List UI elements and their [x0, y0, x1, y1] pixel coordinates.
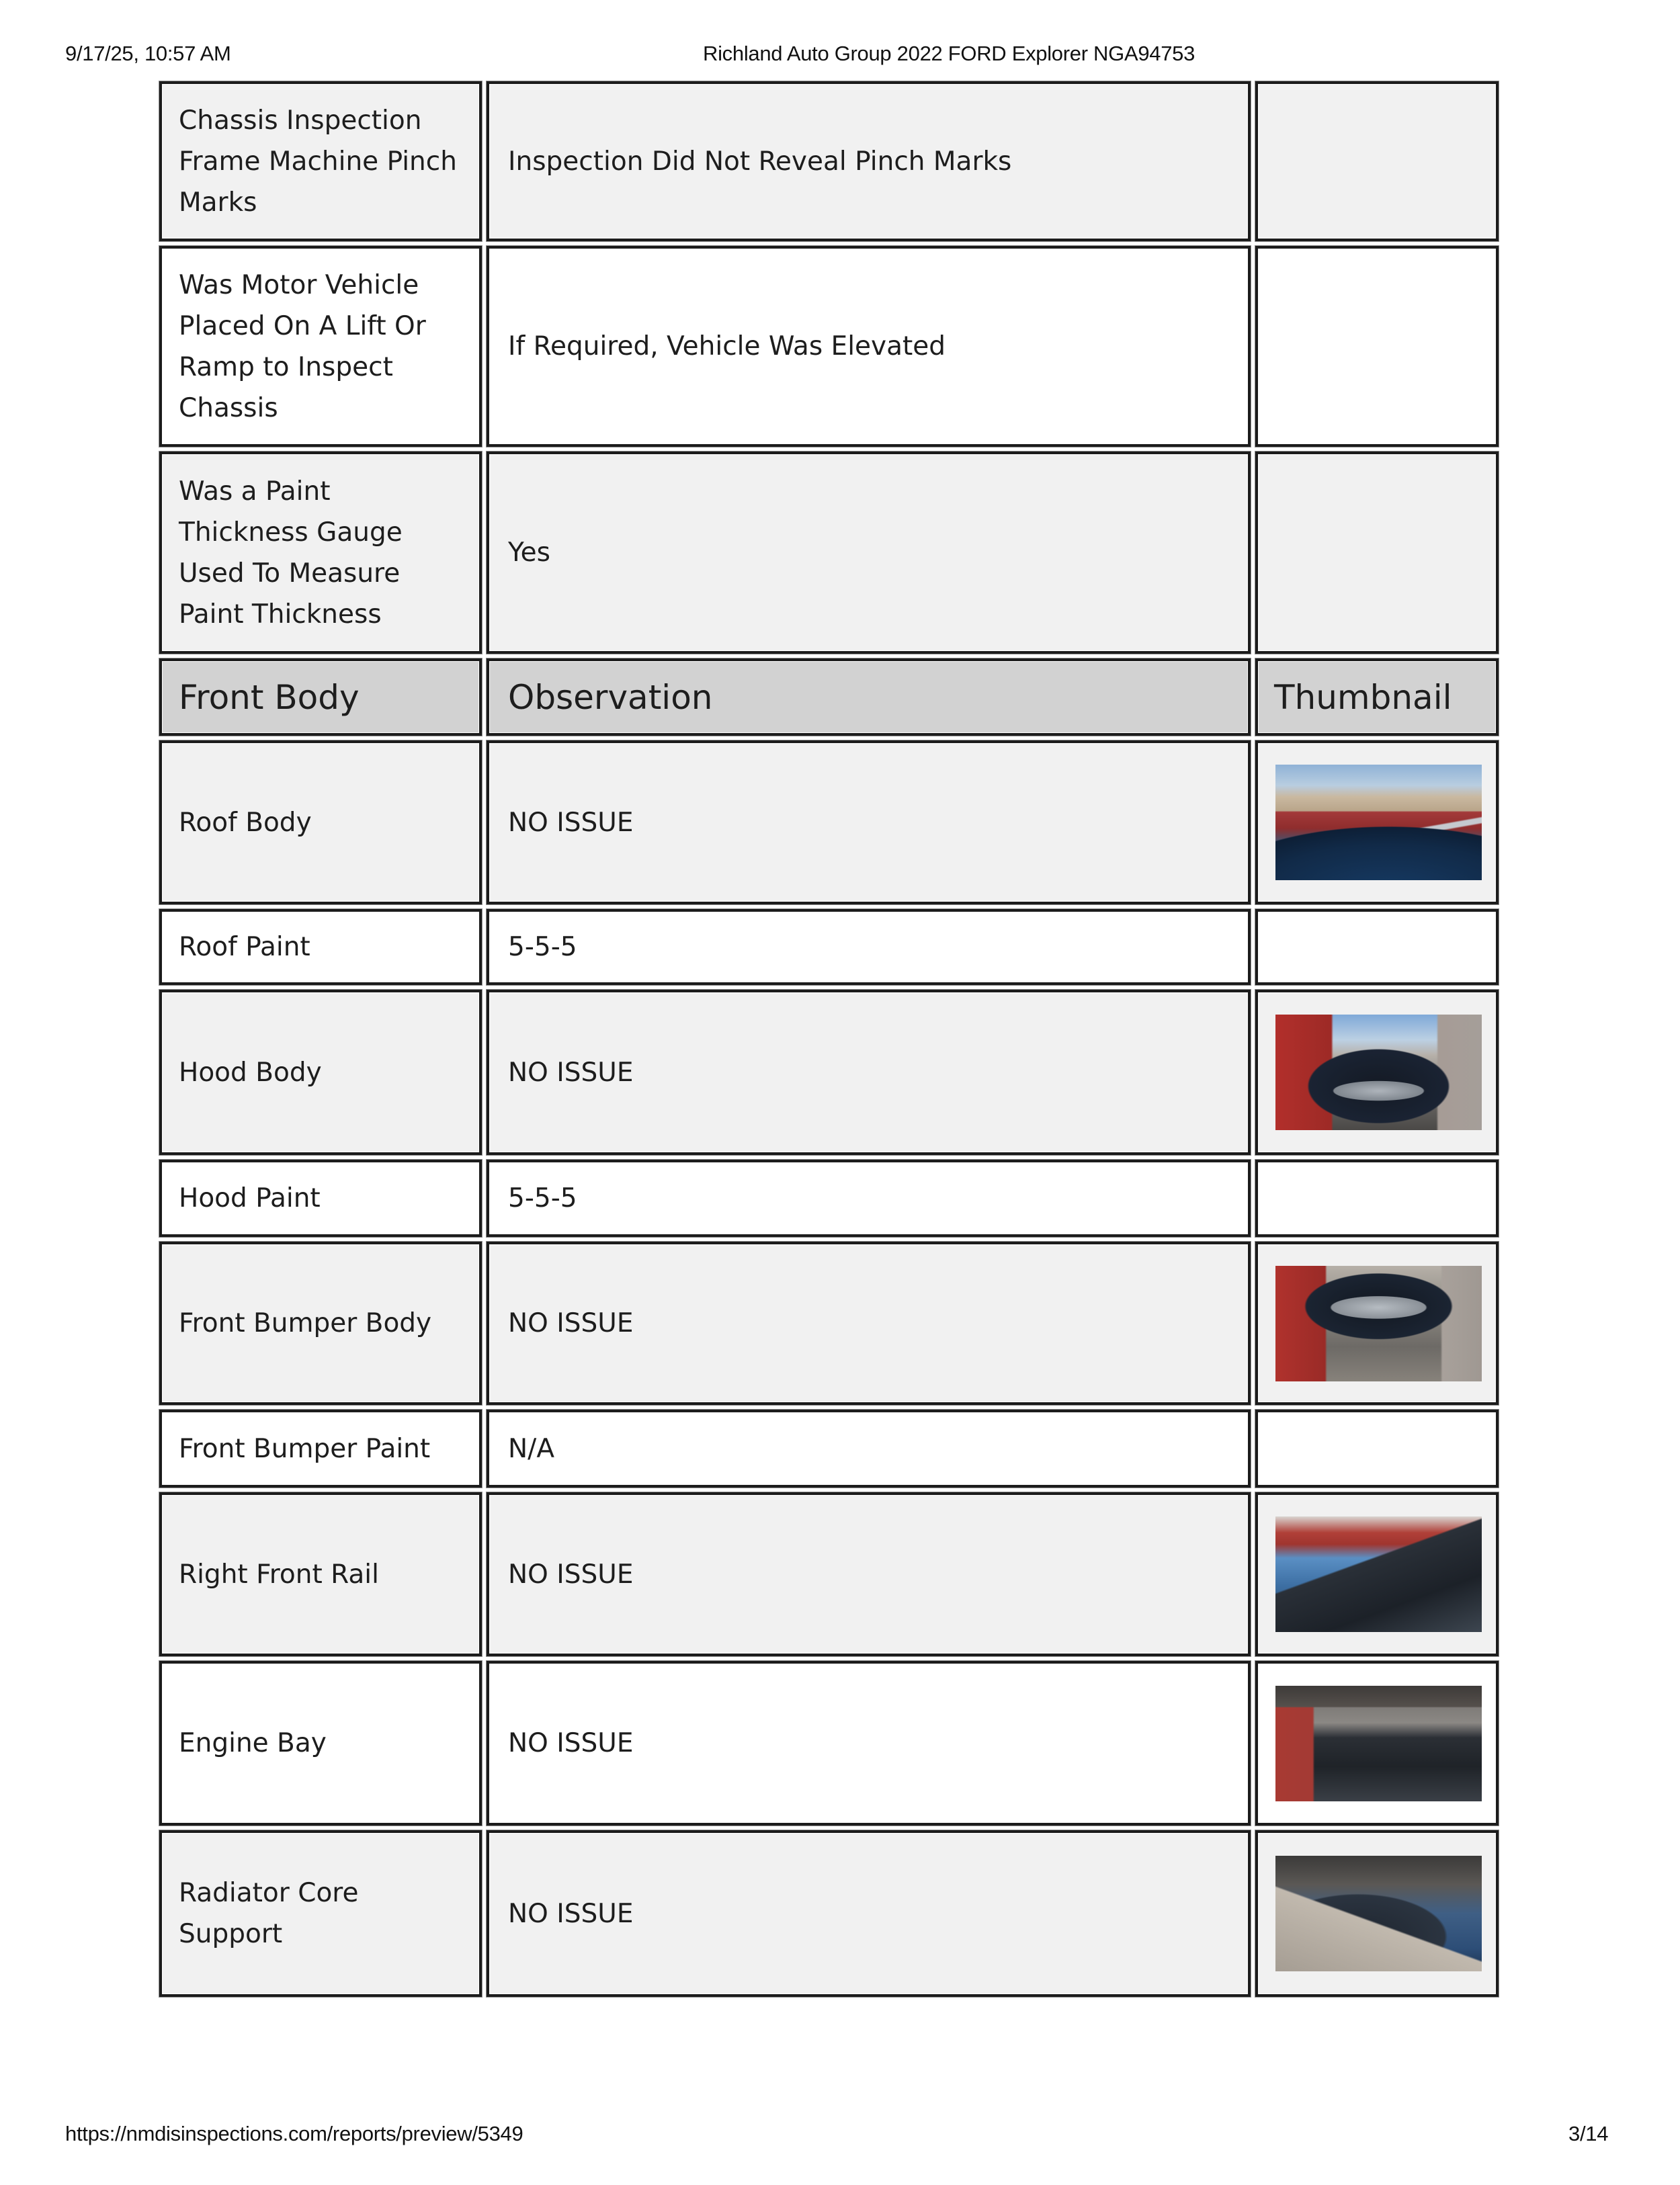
item-observation: 5-5-5 [487, 909, 1251, 985]
thumbnail-cell [1255, 1661, 1499, 1826]
item-label: Radiator Core Support [159, 1830, 482, 1997]
print-page-title: Richland Auto Group 2022 FORD Explorer NGA94753 [703, 42, 1195, 65]
inspection-report-table [155, 77, 1503, 2002]
thumbnail-cell [1255, 1830, 1499, 1997]
item-observation: NO ISSUE [487, 740, 1251, 904]
hood-body-thumbnail[interactable] [1275, 1015, 1482, 1130]
table-row [159, 81, 1499, 241]
item-label: Engine Bay [159, 1661, 482, 1826]
item-observation: NO ISSUE [487, 1492, 1251, 1656]
item-label: Roof Body [159, 740, 482, 904]
item-label: Right Front Rail [159, 1492, 482, 1656]
thumbnail-cell-empty [1255, 909, 1499, 985]
print-datetime: 9/17/25, 10:57 AM [65, 42, 231, 65]
thumbnail-cell [1255, 990, 1499, 1155]
roof-body-thumbnail[interactable] [1275, 765, 1482, 880]
item-label: Front Bumper Paint [159, 1410, 482, 1488]
table-row [159, 740, 1499, 904]
item-observation: NO ISSUE [487, 1661, 1251, 1826]
item-label: Roof Paint [159, 909, 482, 985]
table-row [159, 990, 1499, 1155]
table-row [159, 909, 1499, 985]
table-row [159, 1492, 1499, 1656]
column-header-thumbnail: Thumbnail [1255, 658, 1499, 736]
section-header-front-body: Front Body [159, 658, 482, 736]
table-row [159, 1160, 1499, 1237]
item-observation: NO ISSUE [487, 990, 1251, 1155]
item-observation: Yes [487, 452, 1251, 654]
item-label: Front Bumper Body [159, 1242, 482, 1405]
thumbnail-cell-empty [1255, 81, 1499, 241]
print-page-number: 3/14 [1568, 2122, 1609, 2145]
item-observation: N/A [487, 1410, 1251, 1488]
print-footer-url: https://nmdisinspections.com/reports/preview/5349 [65, 2122, 523, 2145]
engine-bay-thumbnail[interactable] [1275, 1686, 1482, 1801]
front-bumper-body-thumbnail[interactable] [1275, 1266, 1482, 1381]
item-observation: NO ISSUE [487, 1242, 1251, 1405]
table-row [159, 1242, 1499, 1405]
thumbnail-cell-empty [1255, 452, 1499, 654]
table-row [159, 1661, 1499, 1826]
thumbnail-cell-empty [1255, 246, 1499, 447]
item-label: Was a Paint Thickness Gauge Used To Measure Paint Thickness [159, 452, 482, 654]
thumbnail-cell-empty [1255, 1160, 1499, 1237]
table-row [159, 246, 1499, 447]
item-observation: Inspection Did Not Reveal Pinch Marks [487, 81, 1251, 241]
item-observation: NO ISSUE [487, 1830, 1251, 1997]
item-label: Chassis Inspection Frame Machine Pinch Marks [159, 81, 482, 241]
column-header-observation: Observation [487, 658, 1251, 736]
radiator-core-support-thumbnail[interactable] [1275, 1856, 1482, 1971]
section-header-row [159, 658, 1499, 736]
item-label: Was Motor Vehicle Placed On A Lift Or Ramp to Inspect Chassis [159, 246, 482, 447]
item-label: Hood Paint [159, 1160, 482, 1237]
thumbnail-cell [1255, 740, 1499, 904]
thumbnail-cell [1255, 1492, 1499, 1656]
table-row [159, 1410, 1499, 1488]
thumbnail-cell-empty [1255, 1410, 1499, 1488]
item-observation: 5-5-5 [487, 1160, 1251, 1237]
table-row [159, 1830, 1499, 1997]
item-observation: If Required, Vehicle Was Elevated [487, 246, 1251, 447]
right-front-rail-thumbnail[interactable] [1275, 1516, 1482, 1632]
thumbnail-cell [1255, 1242, 1499, 1405]
item-label: Hood Body [159, 990, 482, 1155]
table-row [159, 452, 1499, 654]
